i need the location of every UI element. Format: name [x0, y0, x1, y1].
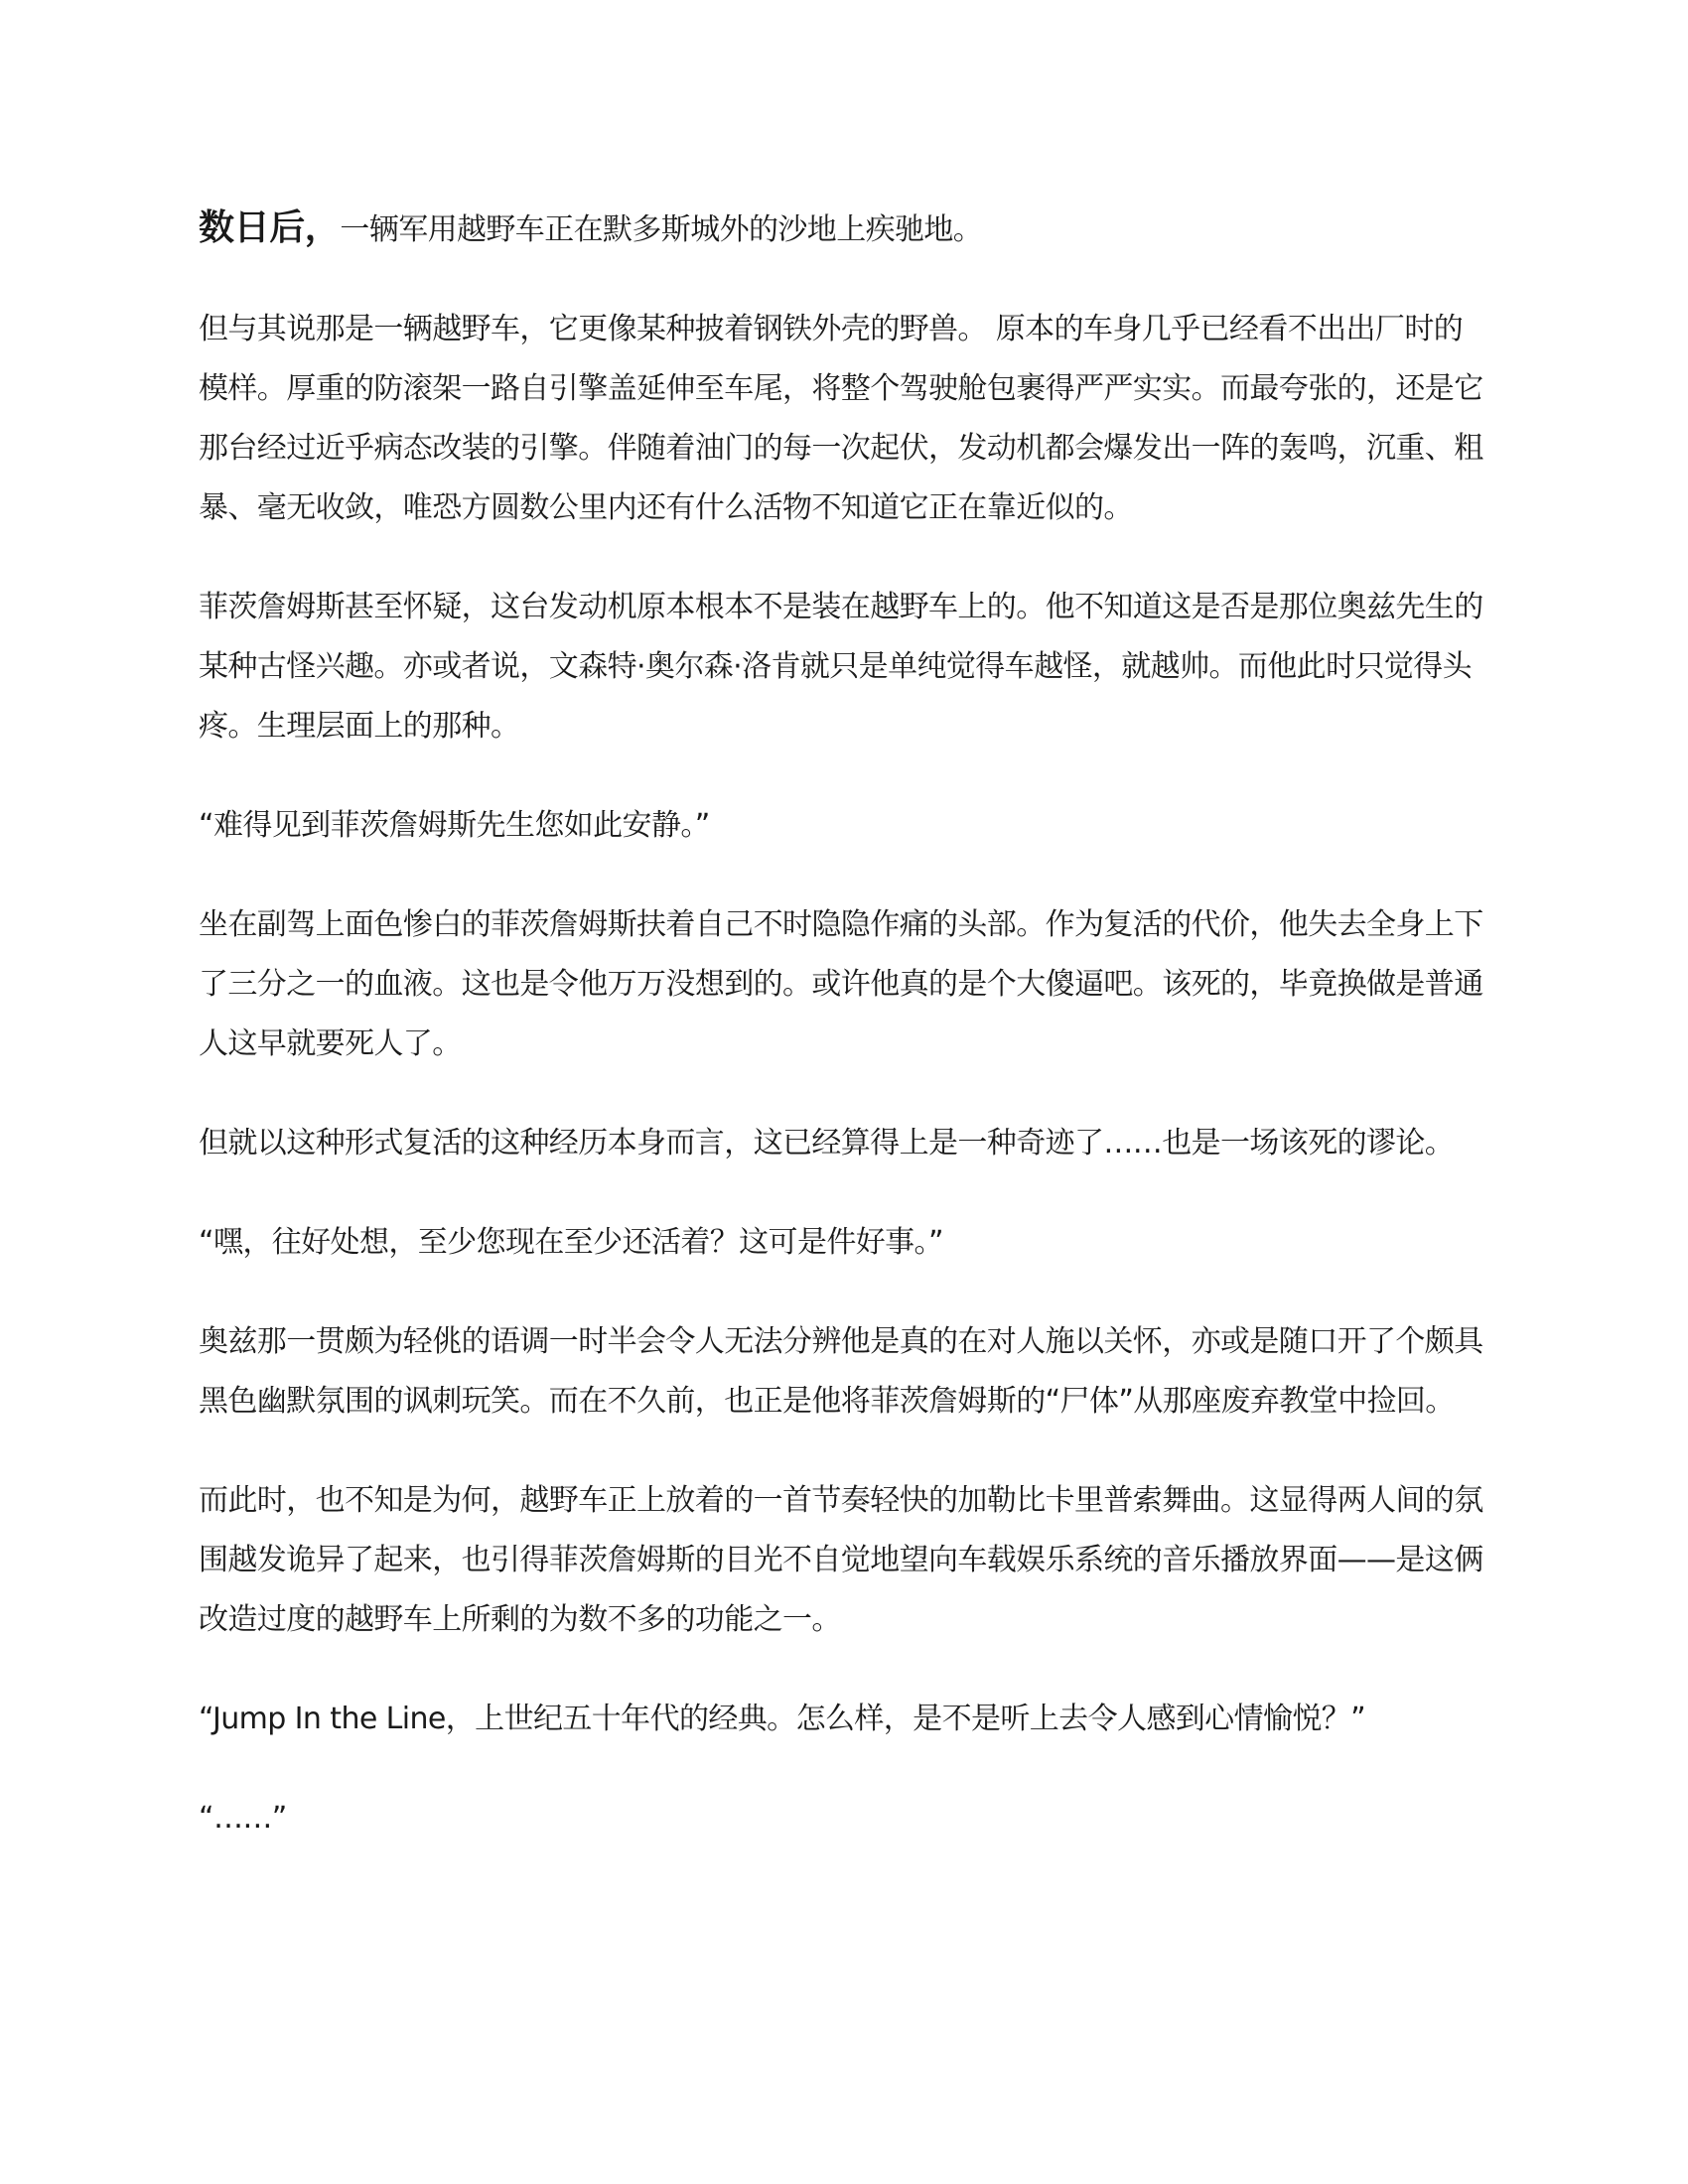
paragraph-2: 但与其说那是一辆越野车，它更像某种披着钢铁外壳的野兽。 原本的车身几乎已经看不出出厂时的模样。厚重的防滚架一路自引擎盖延伸至车尾，将整个驾驶舱包裹得严严实实。而最夸张的，还是它那台经过近乎病态改装的引擎。伴随着油门的每一次起伏，发动机都会爆发出一阵的轰鸣，沉重、粗暴、毫无收敛，唯恐方圆数公里内还有什么活物不知道它正在靠近似的。: [199, 312, 1483, 525]
lead-phrase: 数日后，: [199, 207, 341, 248]
paragraph-8: 奥兹那一贯颇为轻佻的语调一时半会令人无法分辨他是真的在对人施以关怀，亦或是随口开了个颇具黑色幽默氛围的讽刺玩笑。而在不久前，也正是他将菲茨詹姆斯的“尸体”从那座废弃教堂中捡回。: [199, 1324, 1483, 1419]
paragraph-9: 而此时，也不知是为何，越野车正上放着的一首节奏轻快的加勒比卡里普索舞曲。这显得两人间的氛围越发诡异了起来，也引得菲茨詹姆斯的目光不自觉地望向车载娱乐系统的音乐播放界面——是这俩改造过度的越野车上所剩的为数不多的功能之一。: [199, 1483, 1483, 1637]
paragraph-3: 菲茨詹姆斯甚至怀疑，这台发动机原本根本不是装在越野车上的。他不知道这是否是那位奥兹先生的某种古怪兴趣。亦或者说，文森特·奥尔森·洛肯就只是单纯觉得车越怪，就越帅。而他此时只觉得头疼。生理层面上的那种。: [199, 590, 1483, 744]
paragraph-1: [199, 199, 1489, 260]
paragraph-4: “难得见到菲茨詹姆斯先生您如此安静。”: [199, 808, 710, 843]
paragraph-11: “……”: [199, 1801, 287, 1836]
paragraph-10: “Jump In the Line，上世纪五十年代的经典。怎么样，是不是听上去令人感到心情愉悦？”: [199, 1702, 1366, 1736]
paragraph-text: 一辆军用越野车正在默多斯城外的沙地上疾驰地。: [340, 212, 983, 247]
paragraph-7: “嘿，往好处想，至少您现在至少还活着？这可是件好事。”: [199, 1225, 943, 1260]
paragraph-6: 但就以这种形式复活的这种经历本身而言，这已经算得上是一种奇迹了……也是一场该死的谬论。: [199, 1126, 1455, 1160]
paragraph-5: 坐在副驾上面色惨白的菲茨詹姆斯扶着自己不时隐隐作痛的头部。作为复活的代价，他失去全身上下了三分之一的血液。这也是令他万万没想到的。或许他真的是个大傻逼吧。该死的，毕竟换做是普通人这早就要死人了。: [199, 907, 1483, 1061]
document-body: [199, 199, 1489, 1888]
